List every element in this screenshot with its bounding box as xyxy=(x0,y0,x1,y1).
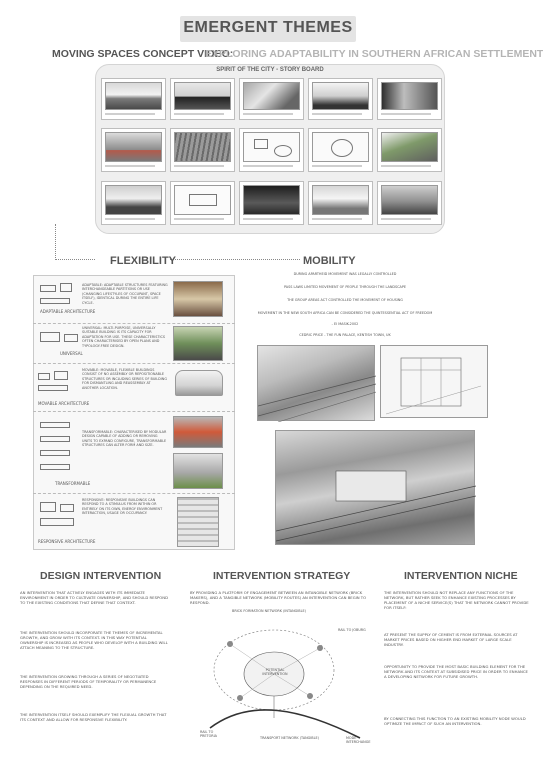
flex-label-adaptable: ADAPTABLE ARCHITECTURE xyxy=(40,309,96,314)
flex-label-movable: MOVABLE ARCHITECTURE xyxy=(38,401,90,406)
flex-text-transformable: TRANSFORMABLE: CHARACTERISED BY MODULAR DESIGN CAPABLE OF ADDING OR REMOVING UNITS TO EXPAND CONFIGURE, TRANSFORMABLE STRUCTURES CAN ALTER FORM AND SIZE. xyxy=(82,430,167,448)
flex-photo-transformable-2 xyxy=(173,453,223,489)
connector-line xyxy=(55,224,95,260)
mobility-title: MOBILITY xyxy=(303,255,356,267)
diagram-label-bottom: TRANSPORT NETWORK (TANGIBLE) xyxy=(260,736,319,740)
connector-line-right xyxy=(170,259,300,260)
storyboard-cell xyxy=(239,78,304,120)
mobility-photo-aerial xyxy=(275,430,475,545)
flex-photo-movable xyxy=(175,370,223,396)
flex-photo-responsive xyxy=(177,497,219,547)
mobility-line-4: MOVEMENT IN THE NEW SOUTH AFRICA CAN BE CONSIDERED THE QUINTESSENTIAL ACT OF FREEDOM xyxy=(257,311,433,315)
flex-label-transformable: TRANSFORMABLE xyxy=(55,481,91,486)
flex-text-movable: MOVABLE: MOVABLE, FLEXIBLE BUILDINGS CONSIST OF NO ASSEMBLY OR REPOSITIONABLE STRUCTURES OR INCLUDING SERIES OF BUILDING FOR DISMANTLING AND REASSEMBLY AT ANOTHER LOCATION. xyxy=(82,368,167,390)
diagram-label-top: BRICK FORMATION NETWORK (INTANGIBLE) xyxy=(232,609,306,613)
flex-photo-transformable-1 xyxy=(173,416,223,448)
flex-label-universal: UNIVERSAL xyxy=(60,351,83,356)
design-intervention-title: DESIGN INTERVENTION xyxy=(40,570,162,582)
flex-photo-adaptable xyxy=(173,281,223,317)
intervention-niche-intro: THE INTERVENTION SHOULD NOT REPLACE ANY FUNCTIONS OF THE NETWORK, BUT RATHER SEEK TO ENHANCE EXISTING PROCESSES BY PLACEMENT OF A NICHE SERVICE(S) THAT THE NETWORK CANNOT PROVIDE FOR ITSELF: xyxy=(384,590,529,610)
page-title: EMERGENT THEMES xyxy=(183,19,353,36)
diagram-label-left1: RAIL TO PRETORIA xyxy=(200,730,217,739)
intervention-niche-point-2: OPPORTUNITY TO PROVIDE THE MOST BASIC BUILDING ELEMENT FOR THE NETWORK AND ITS CONTEXT AT SUBSIDISED PRICE IN ORDER TO ENHANCE A DEVELOPING NETWORK FOR FUTURE GROWTH. xyxy=(384,664,528,679)
storyboard-cell xyxy=(101,181,166,225)
storyboard-cell xyxy=(377,78,442,120)
diagram-label-center: POTENTIAL INTERVENTION xyxy=(262,668,288,677)
storyboard-cell xyxy=(101,128,166,172)
mobility-line-2: PASS LAWS LIMITED MOVEMENT OF PEOPLE THROUGH THE LANDSCAPE xyxy=(283,285,407,289)
intervention-niche-point-1: AT PRESENT THE SUPPLY OF CEMENT IS FROM EXTERNAL SOURCES AT MARKET PRICES BASED ON HIGHER END MARKET OF LARGE SCALE INDUSTRY. xyxy=(384,632,518,647)
storyboard-cell xyxy=(377,181,442,225)
storyboard-cell xyxy=(239,128,304,172)
storyboard-cell xyxy=(101,78,166,120)
storyboard-cell xyxy=(308,181,373,225)
storyboard-cell xyxy=(377,128,442,172)
intervention-niche-title: INTERVENTION NICHE xyxy=(404,570,518,582)
flex-text-adaptable: ADAPTABLE: ADAPTABLE STRUCTURES FEATURING INTERCHANGEABLE PARTITIONS OR USE (CHANGING LIFESTYLES OF OCCUPANT, SPACE ITSELF), IDENTICAL DURING THE ENTIRE LIFE CYCLE. xyxy=(82,283,168,305)
intervention-strategy-title: INTERVENTION STRATEGY xyxy=(213,570,351,582)
mobility-photo-rail xyxy=(257,345,375,421)
storyboard-cell xyxy=(170,78,235,120)
storyboard-title: SPIRIT OF THE CITY - STORY BOARD xyxy=(216,67,324,73)
subtitle-part2: EXPLORING ADAPTABILITY IN SOUTHERN AFRICAN SETTLEMENT xyxy=(205,48,543,60)
storyboard-cell xyxy=(239,181,304,225)
storyboard-cell xyxy=(170,181,235,225)
mobility-line-5: - EI MASIK-2002 xyxy=(331,322,359,326)
design-intervention-point-3: THE INTERVENTION ITSELF SHOULD EXEMPLIFY THE FLEXUAL GROWTH THAT ITS CONTEXT AND ALLOW FOR RESPONSIVE FLEXIBILITY. xyxy=(20,712,167,722)
design-intervention-point-2: THE INTERVENTION GROWING THROUGH A SERIES OF NEGOTIATED RESPONSES IN DIFFERENT PERIODS OF TEMPORALITY OR PERMANENCE DEPENDING ON THE REQUIRED NEED. xyxy=(20,674,157,689)
flex-photo-universal xyxy=(173,326,223,361)
diagram-label-right2: MODE INTERCHANGE xyxy=(346,736,371,745)
design-intervention-intro: AN INTERVENTION THAT ACTIVELY ENGAGES WITH ITS IMMEDIATE ENVIRONMENT IN ORDER TO CULTIVATE OWNERSHIP, AND SHOULD RESPOND TO THE EXISTING CONDITIONS THAT DEFINE THAT CONTEXT. xyxy=(20,590,169,605)
mobility-line-1: DURING APARTHEID MOVEMENT WAS LEGALLY CONTROLLED xyxy=(293,272,397,276)
diagram-label-right1: RAIL TO JOBURG xyxy=(338,628,366,632)
flex-label-responsive: RESPONSIVE ARCHITECTURE xyxy=(38,539,96,544)
design-intervention-point-1: THE INTERVENTION SHOULD INCORPORATE THE THEMES OF INCREMENTAL GROWTH, AND GROW WITH ITS CONTEXT. IN THIS WAY POTENTIAL OWNERSHIP IS INCREASED AS PEOPLE WHO DEVELOP WITH A BUILDING WILL ATTACH MEANING TO THE STRUCTURE. xyxy=(20,630,168,650)
storyboard-cell xyxy=(308,78,373,120)
mobility-sketch-funpalace xyxy=(380,345,488,418)
storyboard-cell xyxy=(308,128,373,172)
flex-text-universal: UNIVERSAL: MULTI-PURPOSE, UNIVERSALLY SUITABLE BUILDING IS ITS CAPACITY FOR ADAPTATION FOR USE. THESE CHARACTERISTICS OFTEN CHARACTERISED BY OPEN PLANS AND TYPOLOGY-FREE DESIGN. xyxy=(82,326,165,348)
mobility-line-6: CEDRIC PRICE - THE FUN PALACE, KENTISH TOWN, UK xyxy=(299,333,391,337)
intervention-strategy-text: BY PROVIDING A PLATFORM OF ENGAGEMENT BETWEEN AN INTANGIBLE NETWORK (BRICK MAKERS), AND A TANGIBLE NETWORK (MOBILITY ROUTES) AN INTERVENTION CAN BEGIN TO RESPOND. xyxy=(190,590,367,605)
storyboard-cell xyxy=(170,128,235,172)
flex-text-responsive: RESPONSIVE: RESPONSIVE BUILDINGS CAN RESPOND TO A STIMULUS FROM WITHIN OR ENTIRELY ON ITS OWN, ENERGY ENVIRONMENT INTERACTION, USAGE OR OCCUPANCY. xyxy=(82,498,163,516)
subtitle-part1: MOVING SPACES CONCEPT VIDEO: xyxy=(52,48,234,60)
mobility-line-3: THE GROUP AREAS ACT CONTROLLED THE MOVEMENT OF HOUSING xyxy=(287,298,403,302)
flexibility-title: FLEXIBILITY xyxy=(110,255,176,267)
intervention-niche-point-3: BY CONNECTING THIS FUNCTION TO AN EXISTING MOBILITY NODE WOULD OPTIMIZE THE IMPACT OF SUCH AN INTERVENTION. xyxy=(384,716,526,726)
